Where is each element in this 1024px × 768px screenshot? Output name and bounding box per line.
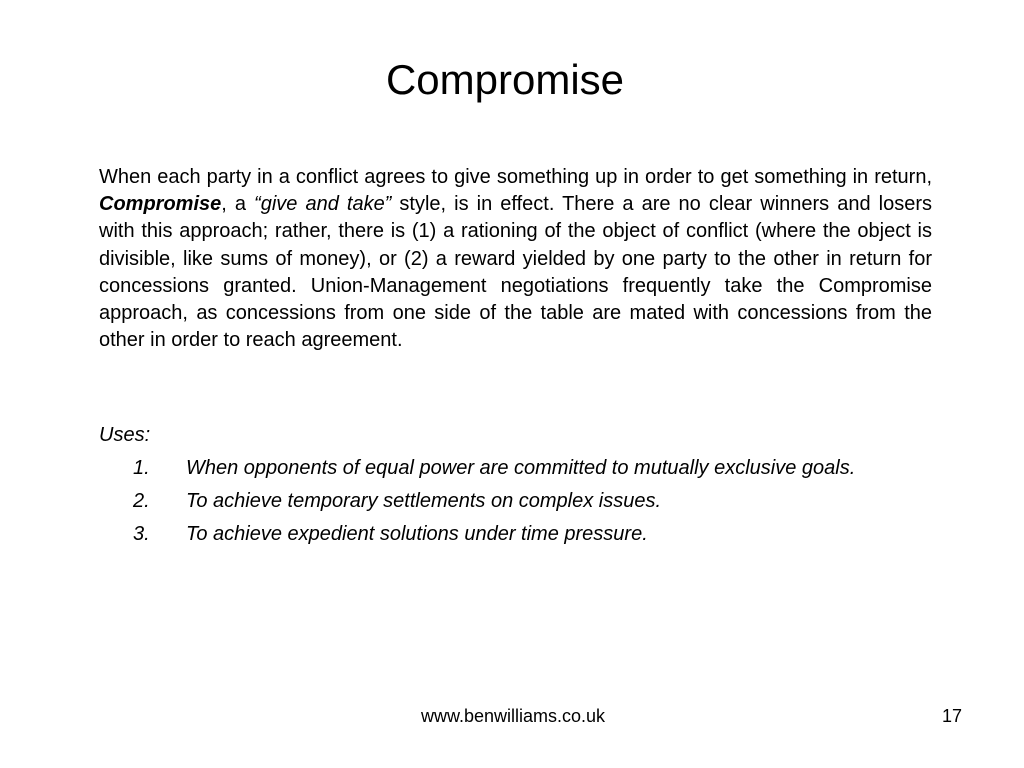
paragraph-text-part-3: style, is in effect. There a are no clear winners and losers with this approach; rather, there is (1) a rationing of the object of conflict (where the object is divisible, like sums of money), or (2) a reward yielded by one party to the other in return for concessions granted. Union-Management negotiations frequently take the Compromise approach, as concessions from one side of the table are mated with concessions from the other in order to reach agreement.: [99, 193, 933, 352]
list-item-text: To achieve expedient solutions under time pressure.: [186, 523, 648, 545]
footer-url: www.benwilliams.co.uk: [420, 706, 606, 726]
list-item: [99, 521, 932, 548]
body-paragraph: [99, 164, 932, 354]
list-item-text: To achieve temporary settlements on complex issues.: [186, 490, 662, 512]
paragraph-text-part-1: When each party in a conflict agrees to give something up in order to get something in return,: [99, 166, 932, 188]
compromise-term: Compromise: [99, 193, 222, 216]
uses-label: Uses:: [99, 424, 151, 446]
list-item: [99, 488, 932, 515]
list-item: [99, 455, 932, 482]
paragraph-text-part-2: , a: [221, 193, 255, 216]
list-item-number: 3.: [133, 523, 150, 545]
give-and-take-phrase: “give and take”: [254, 193, 392, 216]
slide-title: Compromise: [385, 56, 625, 103]
list-item-text: When opponents of equal power are committed to mutually exclusive goals.: [186, 457, 856, 479]
list-item-number: 2.: [133, 490, 150, 512]
uses-list: [99, 455, 932, 554]
list-item-number: 1.: [133, 457, 150, 479]
page-number: 17: [941, 706, 962, 726]
